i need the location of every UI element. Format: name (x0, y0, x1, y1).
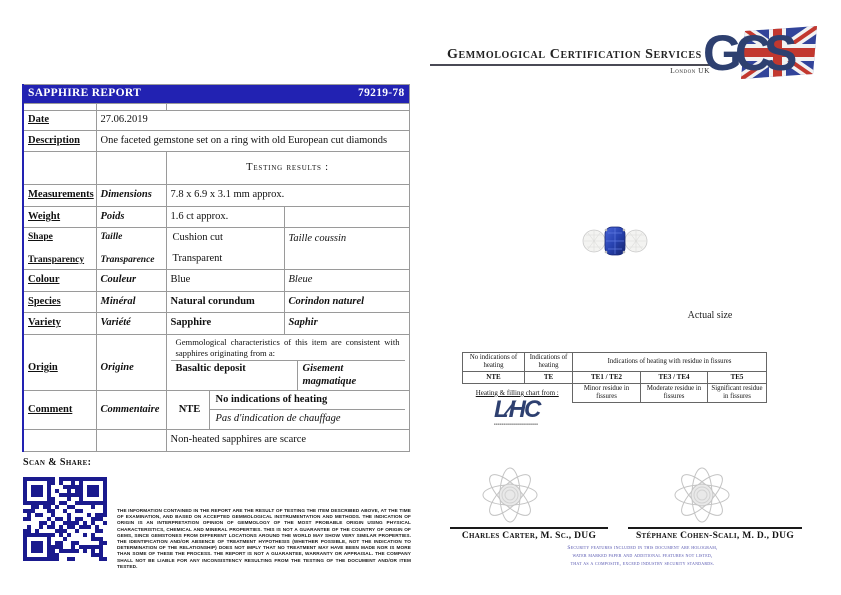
heat-residue-moderate: Moderate residue in fissures (641, 383, 708, 402)
comment-row (23, 390, 409, 429)
testing-results-heading: Testing results : (166, 152, 409, 185)
side-diamond-left-icon (583, 230, 605, 252)
security-note-line-1: Security features included in this document are hologram, (567, 545, 718, 551)
security-features-note (520, 544, 765, 568)
heat-col2-header: Indications of heating (525, 353, 573, 372)
heat-code-te3-te4: TE3 / TE4 (641, 372, 708, 383)
origin-note: Gemmological characteristics of this item are consistent with sapphires originating from a: (171, 335, 405, 361)
variety-value-fr: Saphir (284, 313, 409, 335)
weight-row (23, 207, 409, 228)
date-row (23, 111, 409, 131)
weight-value: 1.6 ct approx. (166, 207, 284, 228)
comment-label-fr: Commentaire (96, 390, 166, 429)
shape-value-en: Cushion cut (172, 231, 223, 243)
comment-label-en: Comment (23, 390, 96, 429)
date-label: Date (23, 111, 96, 131)
lahc-logo-letters: L⁄HC (494, 396, 540, 423)
variety-row (23, 313, 409, 335)
origin-row (23, 335, 409, 391)
lahc-lab-logo (494, 398, 564, 425)
measurements-value: 7.8 x 6.9 x 3.1 mm approx. (166, 185, 409, 207)
disclaimer-text: THE INFORMATION CONTAINED IN THE REPORT ARE THE RESULT OF TESTING THE ITEM DESCRIBED ABOVE, AT THE TIME OF EXAMINATION, AND BASED ON ACCEPTED GEMMOLOGICAL INSTRUMENTATION AND METHODS. THE INDICATION OF ORIGIN IS AN INTERPRETATION OPINION OF GEMMOLOGY OF THE MOST PROBABLE ORIGIN USING PHYSICAL CHARACTERISTICS, CHEMICAL AND MINERAL PROPERTIES. THIS IS NOT A GUARANTEE OF THE COUNTRY OF ORIGIN OF GEMS, SINCE GEMSTONES FROM DIFFERENT LOCATIONS AROUND THE WORLD MAY SHOW VERY SIMILAR PROPERTIES. THE IDENTIFICATION AND/OR ABSENCE OF TREATMENT HYPOTHESIS (WHETHER POSSIBLE, NOT THE INDICATION TO DETERMINATION OF THE RELATIONSHIP) DOES NOT IMPLY THAT NO TREATMENT MAY HAVE BEEN MADE NOR IS MORE THAN SOME OF THESE THE PROCESS. THE REPORT IS NOT A GUARANTEE, WARRANTY OR APPRAISAL. THE COMPANY SHALL NOT BE LIABLE FOR ANY INCONSISTENCY RESULTING FROM THE TESTING OF THE DOCUMENT AND/OR ITEM TESTED. (117, 508, 411, 569)
transparency-label-en: Transparency (28, 254, 85, 265)
signatory-name-right: Stéphane Cohen-Scali, M. D., DUG (635, 531, 795, 541)
shape-value-fr: Taille coussin (284, 228, 409, 270)
origin-value-en: Basaltic deposit (171, 361, 298, 389)
union-jack-flag-icon (703, 24, 821, 82)
heat-code-te5: TE5 (708, 372, 767, 383)
colour-label-en: Colour (23, 270, 96, 292)
variety-label-fr: Variété (96, 313, 166, 335)
shape-transparency-row (23, 228, 409, 270)
description-row (23, 131, 409, 152)
gcs-logo-letters: GCS (703, 25, 791, 81)
species-value-en: Natural corundum (166, 292, 284, 313)
sapphire-report-table (22, 84, 410, 452)
comment-footnote: Non-heated sapphires are scarce (166, 429, 409, 451)
report-title: SAPPHIRE REPORT (28, 87, 142, 100)
species-value-fr: Corindon naturel (284, 292, 409, 313)
report-title-bar (23, 85, 409, 104)
qr-code (23, 477, 107, 561)
description-value: One faceted gemstone set on a ring with old European cut diamonds (96, 131, 409, 152)
transparency-label-fr: Transparence (100, 254, 155, 265)
heat-chart-from-label: Heating & filling chart from : (463, 383, 573, 402)
security-note-line-3: that as a composite, exceed industry security standards. (570, 561, 715, 568)
testing-results-row (23, 152, 409, 185)
species-label-fr: Minéral (96, 292, 166, 313)
measurements-label-fr: Dimensions (96, 185, 166, 207)
ring-photo (581, 224, 649, 263)
side-diamond-right-icon (625, 230, 647, 252)
scan-share-label: Scan & Share: (23, 457, 92, 468)
comment-value-fr: Pas d'indication de chauffage (215, 413, 341, 425)
weight-label-en: Weight (23, 207, 96, 228)
footnote-row (23, 429, 409, 451)
comment-value-en: No indications of heating (210, 391, 405, 411)
colour-label-fr: Couleur (96, 270, 166, 292)
spacer-row (23, 104, 409, 111)
description-label: Description (23, 131, 96, 152)
colour-value-en: Blue (166, 270, 284, 292)
actual-size-caption: Actual size (687, 310, 733, 321)
species-label-en: Species (23, 292, 96, 313)
heat-code-te1-te2: TE1 / TE2 (573, 372, 641, 383)
origin-label-fr: Origine (96, 335, 166, 391)
colour-row (23, 270, 409, 292)
heat-residue-minor: Minor residue in fissures (573, 383, 641, 402)
comment-code: NTE (171, 391, 210, 429)
signature-line-right (628, 527, 802, 529)
heat-code-te: TE (525, 372, 573, 383)
report-number: 79219-78 (358, 87, 405, 100)
measurements-row (23, 185, 409, 207)
date-value: 27.06.2019 (96, 111, 409, 131)
measurements-label-en: Measurements (23, 185, 96, 207)
variety-value-en: Sapphire (166, 313, 284, 335)
heat-code-nte: NTE (463, 372, 525, 383)
heat-residue-span-header: Indications of heating with residue in fissures (573, 353, 767, 372)
transparency-value-en: Transparent (172, 253, 223, 265)
shape-label-fr: Taille (100, 231, 123, 242)
security-note-line-2: water marked paper and additional features not listed, (572, 553, 713, 560)
heat-col1-header: No indications of heating (463, 353, 525, 372)
sapphire-stone-icon (605, 227, 626, 255)
gcs-logo (703, 24, 821, 87)
variety-label-en: Variety (23, 313, 96, 335)
origin-value-fr: Gisement magmatique (302, 363, 357, 387)
organization-name: Gemmological Certification Services (447, 47, 702, 62)
shape-label-en: Shape (28, 231, 53, 242)
heat-residue-significant: Significant residue in fissures (708, 383, 767, 402)
origin-label-en: Origin (23, 335, 96, 391)
weight-label-fr: Poids (96, 207, 166, 228)
lahc-logo-subtext: ■■■■■■■■■■■■■■■■■■■■■■ (494, 422, 539, 425)
signatory-name-left: Charles Carter, M. Sc., DUG (461, 531, 597, 541)
signature-line-left (450, 527, 608, 529)
guilloche-seal-left-icon (481, 464, 539, 531)
colour-value-fr: Bleue (284, 270, 409, 292)
organization-location: London UK (670, 66, 710, 75)
guilloche-seal-right-icon (673, 464, 731, 531)
species-row (23, 292, 409, 313)
